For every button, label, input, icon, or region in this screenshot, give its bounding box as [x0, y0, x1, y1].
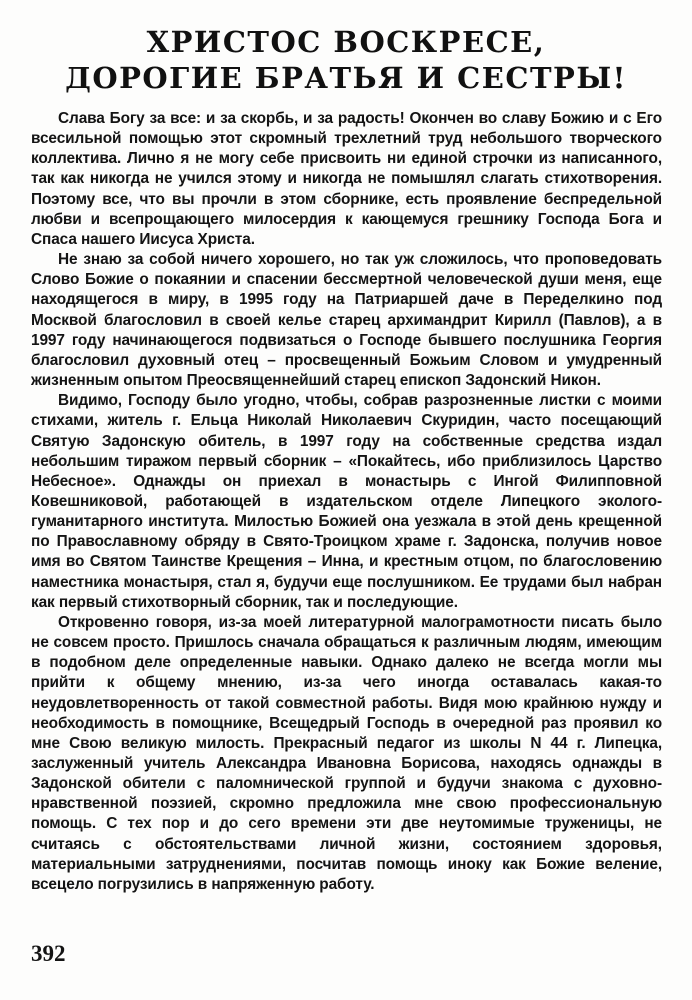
paragraph-1: Слава Богу за все: и за скорбь, и за радость! Окончен во славу Божию и с Его всесильной помощью этот скромный трехлетний труд небольшого творческого коллектива. Лично я не могу себе присвоить ни единой строчки из написанного, так как никогда не учился этому и никогда не помышлял слагать стихотворения. Поэтому все, что вы прочли в этом сборнике, есть проявление беспредельной любви и всепрощающего милосердия к кающемуся грешнику Господа Бога и Спаса нашего Иисуса Христа.	[31, 110, 662, 248]
title-line-1: ХРИСТОС ВОСКРЕСЕ,	[146, 25, 546, 59]
paragraph-3: Видимо, Господу было угодно, чтобы, собрав разрозненные листки с моими стихами, житель г. Ельца Николай Николаевич Скуридин, часто посещающий Святую Задонскую обитель, в 1997 году на собственные средства издал небольшим тиражом первый сборник – «Покайтесь, ибо приблизилось Царство Небесное». Однажды он приехал в монастырь с Ингой Филипповной Ковешниковой, работающей в издательском отделе Липецкого эколого-гуманитарного института. Милостью Божией она уезжала в этой день крещенной по Православному обряду в Свято-Троицком храме г. Задонска, получив новое имя во Святом Таинстве Крещения – Инна, и крестным отцом, по благословению наместника монастыря, стал я, будучи еще послушником. Ее трудами был набран как первый стихотворный сборник, так и последующие.	[31, 392, 662, 611]
page-title	[0, 24, 692, 96]
title-line-2: ДОРОГИЕ БРАТЬЯ И СЕСТРЫ!	[65, 61, 627, 95]
body-text	[31, 109, 662, 895]
paragraph-4: Откровенно говоря, из-за моей литературной малограмотности писать было не совсем просто. Пришлось сначала обращаться к различным людям, имеющим в подобном деле определенные навыки. Однако далеко не всегда могли мы прийти к общему мнению, из-за чего иногда оставалась какая-то неудовлетворенность от такой совместной работы. Видя мою крайнюю нужду и необходимость в помощнике, Всещедрый Господь в очередной раз проявил ко мне Свою великую милость. Прекрасный педагог из школы N 44 г. Липецка, заслуженный учитель Александра Ивановна Борисова, находясь однажды в Задонской обители с паломнической группой и будучи знакома с духовно-нравственной поэзией, скромно предложила мне свою профессиональную помощь. С тех пор и до сего времени эти две неутомимые труженицы, не считаясь с обстоятельствами личной жизни, состоянием здоровья, материальными затруднениями, посчитав помощь иноку как Божие веление, всецело погрузились в напряженную работу.	[31, 613, 662, 893]
page-number: 392	[31, 941, 66, 966]
paragraph-2: Не знаю за собой ничего хорошего, но так уж сложилось, что проповедовать Слово Божие о покаянии и спасении бессмертной человеческой души меня, еще находящегося в миру, в 1995 году на Патриаршей даче в Переделкино под Москвой благословил в своей келье старец архимандрит Кирилл (Павлов), а в 1997 году начинающегося подвизаться о Господе бывшего послушника Георгия благословил духовный отец – просвещенный Божьим Словом и умудренный жизненным опытом Преосвященнейший старец епископ Задонский Никон.	[31, 251, 662, 390]
